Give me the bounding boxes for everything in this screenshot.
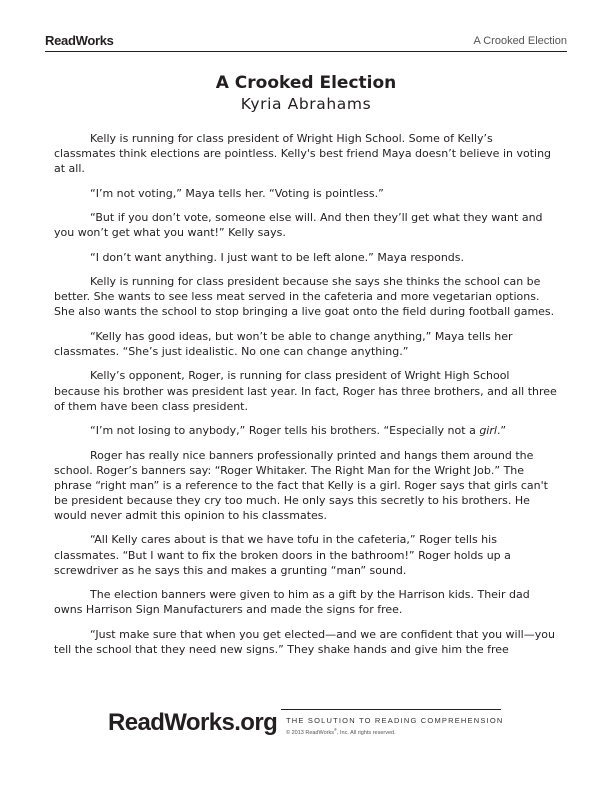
paragraph-8-emphasis: girl <box>479 424 497 438</box>
paragraph-12: “Just make sure that when you get elected—and we are confident that you will—you tell the school that they need new signs.” They shake hands and give him the free <box>54 627 555 656</box>
paragraph-8 <box>54 423 557 438</box>
paragraph-5: Kelly is running for class president because she says she thinks the school can be better. She wants to see less meat served in the cafeteria and more vegetarian options. She also wants the school to stop bringing a live goat onto the field during football games. <box>54 275 555 319</box>
paragraph-4: “I don’t want anything. I just want to be left alone.” Maya responds. <box>90 250 464 264</box>
footer-tagline: THE SOLUTION TO READING COMPREHENSION <box>286 716 504 725</box>
paragraph-1: Kelly is running for class president of Wright High School. Some of Kelly’s classmates think elections are pointless. Kelly's best friend Maya doesn’t believe in voting at all. <box>54 132 552 176</box>
article-title: A Crooked Election <box>215 73 397 93</box>
copyright-prefix: © 2013 ReadWorks <box>286 729 334 736</box>
paragraph-10: “All Kelly cares about is that we have tofu in the cafeteria,” Roger tells his classmates. “But I want to fix the broken doors in the bathroom!” Roger holds up a screwdriver as he says this and makes a grunting “man” sound. <box>54 533 511 577</box>
paragraph-3: “But if you don’t vote, someone else will. And then they’ll get what they want and you won’t get what you want!” Kelly says. <box>54 211 543 240</box>
header-brand-logo: ReadWorks <box>45 33 114 48</box>
article-author: Kyria Abrahams <box>240 95 372 113</box>
header-divider <box>45 51 567 52</box>
paragraph-2: “I’m not voting,” Maya tells her. “Voting is pointless.” <box>90 186 384 200</box>
article-body <box>54 131 557 666</box>
paragraph-8-end: .” <box>496 424 507 438</box>
header-document-title: A Crooked Election <box>473 35 567 47</box>
footer-copyright <box>286 727 396 736</box>
paragraph-6: “Kelly has good ideas, but won’t be able to change anything,” Maya tells her classmates. “She’s just idealistic. No one can change anything.” <box>54 329 513 358</box>
footer-divider <box>281 709 501 710</box>
footer-logo: ReadWorks.org <box>108 709 278 736</box>
paragraph-11: The election banners were given to him as a gift by the Harrison kids. Their dad owns Harrison Sign Manufacturers and made the signs for free. <box>54 588 530 617</box>
paragraph-7: Kelly’s opponent, Roger, is running for class president of Wright High School because his brother was president last year. In fact, Roger has three brothers, and all three of them have been class president. <box>54 369 557 413</box>
copyright-suffix: , Inc. All rights reserved. <box>336 729 396 736</box>
paragraph-9: Roger has really nice banners professionally printed and hangs them around the school. Roger’s banners say: “Roger Whitaker. The Right Man for the Wright Job.” The phrase “right man” is a reference to the fact that Kelly is a girl. Roger says that girls can't be president because they cry too much. He only says this secretly to his brothers. He would never admit this opinion to his classmates. <box>54 448 548 522</box>
paragraph-8-text: “I’m not losing to anybody,” Roger tells his brothers. “Especially not a <box>90 424 480 438</box>
registered-mark: ® <box>333 727 337 732</box>
